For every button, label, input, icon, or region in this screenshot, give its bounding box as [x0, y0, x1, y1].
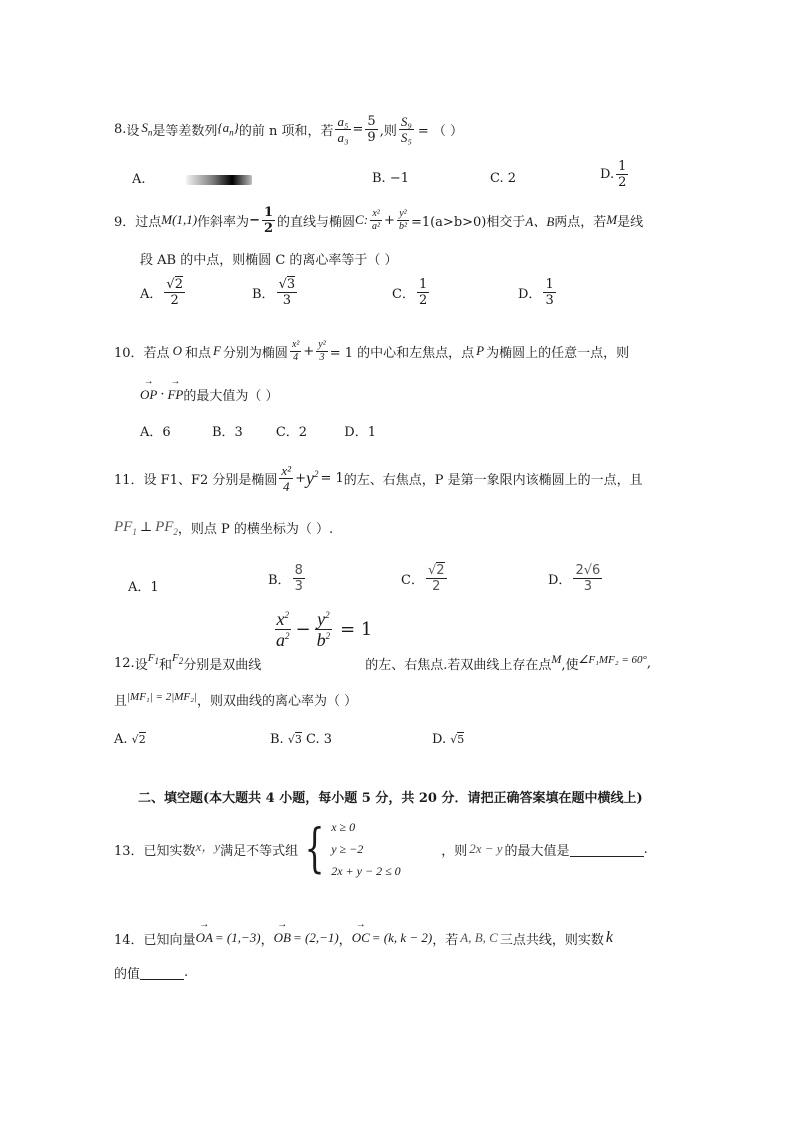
q13-number: 13．	[114, 843, 144, 859]
vector-oa: → OA	[196, 930, 213, 946]
q8-text-e: = （ ）	[417, 123, 464, 139]
q11-number: 11．	[114, 472, 144, 488]
q8-frac-5-9: $\frac{5}{9}$	[367, 113, 376, 145]
q12-option-c: C. 3	[306, 732, 333, 747]
q11-option-d: D． $\frac{2√6}{3}$	[548, 563, 601, 594]
q12-option-b: B. √3	[270, 732, 302, 747]
q11-option-a: A．1	[128, 580, 159, 595]
q9-slope-frac: $\frac{1}{2}$	[263, 204, 274, 236]
vector-ob: → OB	[274, 930, 291, 946]
q9-option-c: C． $\frac{1}{2}$	[392, 277, 428, 308]
q13-answer-blank[interactable]	[570, 842, 644, 857]
q9-point: M(1,1)	[161, 212, 198, 227]
question-14-line-2: 的值 .	[114, 965, 189, 982]
question-10-line-1: 10． 若点 O 和点 F 分别为椭圆 $\frac{\text{x²}}{4}$ + $\frac{\text{y²}}{3}$ = 1 的中心和左焦点，点 P 为椭圆上的任意一点，则	[114, 338, 630, 363]
q8-option-d: D. $\frac{1}{2}$	[600, 159, 627, 190]
q9-option-d: D． $\frac{1}{3}$	[518, 277, 554, 308]
q8-text-b: 是等差数列	[152, 123, 218, 139]
question-9-line-2: 段 AB 的中点，则椭圆 C 的离心率等于（ ）	[140, 253, 398, 268]
q8-frac-s9-s5: $\frac{\text{S₉}}{\text{S₅}}$	[400, 113, 412, 145]
q8-text-a: 设	[126, 123, 140, 139]
q8-number: 8.	[114, 121, 127, 137]
q8-sn: $S_n$	[141, 120, 153, 138]
q8-option-c: C. 2	[490, 171, 517, 186]
vector-fp: → FP	[167, 387, 183, 403]
q8-text-c: 的前 n 项和，若	[238, 123, 334, 139]
q8-option-a	[132, 172, 146, 187]
question-9-line-1: 9． 过点 M(1,1) 作斜率为 − $\frac{1}{2}$ 的直线与椭圆 C: $\frac{\text{x²}}{\text{a²}}$ + $\frac{\text{y²}}{\text{b²}}$ =1(a>b>0)相交于 A、B 两点，若 M 是线	[114, 204, 644, 236]
q8-option-b: B. −1	[372, 171, 409, 186]
question-11-line-1: 11． 设 F1、F2 分别是椭圆 $\frac{\text{x²}}{4}$ + $y^2$ = 1 的左、右焦点，P 是第一象限内该椭圆上的一点，且	[114, 462, 643, 494]
q9-option-b: B． $\frac{√3}{3}$	[252, 277, 296, 308]
q14-answer-blank[interactable]	[140, 965, 184, 980]
question-12-line-1: 12. 设 $F_1$ 和 $F_2$ 分别是双曲线 的左、右焦点.若双曲线上存在点 M ,使 ∠F₁MF₂ = 60° ,	[114, 652, 652, 673]
question-12-line-2: 且 |MF₁| = 2|MF₂| ，则双曲线的离心率为（ ）	[114, 690, 358, 709]
q9-frac-y2-b2: $\frac{\text{y²}}{\text{b²}}$	[398, 207, 407, 232]
q11-option-c: C． $\frac{√2}{2}$	[401, 563, 445, 594]
q10-number: 10．	[114, 345, 144, 361]
question-14-line-1: 14． 已知向量 → OA = (1,−3) ， → OB = (2,−1) ， → OC = (k, k − 2) ，若 A, B, C 三点共线，则实数 k	[114, 926, 613, 950]
q9-number: 9．	[114, 214, 136, 230]
q12-hyperbola-equation: $\frac{x^2}{a^2}$ − $\frac{y^2}{b^2}$ = 1	[276, 609, 373, 650]
q12-option-d: D. √5	[432, 732, 465, 747]
vector-op: → OP	[140, 387, 157, 403]
section-2-heading: 二、填空题(本大题共 4 小题，每小题 5 分，共 20 分．请把正确答案填在题中横线上)	[138, 791, 643, 806]
question-11-line-2: $PF_1$ ⊥ $PF_2$ ，则点 P 的横坐标为（ ）.	[114, 518, 334, 537]
q8-opt-d-frac: $\frac{1}{2}$	[618, 159, 627, 190]
q13-constraints: x ≥ 0 y ≥ −2 2x + y − 2 ≤ 0	[331, 820, 401, 878]
q12-number: 12.	[114, 656, 135, 671]
question-10-line-2: → OP · → FP 的最大值为（ ）	[140, 385, 279, 404]
brace-icon: {	[304, 819, 325, 879]
q10-options: A．6 B．3 C．2 D．1	[140, 425, 376, 440]
question-13: 13． 已知实数 x，y 满足不等式组 { x ≥ 0 y ≥ −2 2x + y − 2 ≤ 0 ，则 2x − y 的最大值是 .	[114, 812, 648, 886]
q11-option-b: B． $\frac{8}{3}$	[268, 563, 303, 594]
vector-oc: → OC	[352, 930, 370, 946]
q12-option-a: A. √2	[114, 732, 146, 747]
q9-option-a: A． $\frac{√2}{2}$	[140, 277, 183, 308]
q8-seq: $\{a_n\}$	[217, 120, 239, 138]
q8-eq: =	[352, 121, 364, 137]
question-8	[114, 114, 463, 144]
q8-option-a-image	[186, 175, 252, 185]
q8-opt-a-label: A.	[132, 172, 146, 187]
q14-number: 14．	[114, 932, 144, 948]
q8-frac-a5-a3: $\frac{\text{a₅}}{\text{a₃}}$	[337, 113, 349, 145]
q8-text-d: ,则	[379, 123, 397, 139]
q9-frac-x2-a2: $\frac{\text{x²}}{\text{a²}}$	[372, 207, 381, 232]
